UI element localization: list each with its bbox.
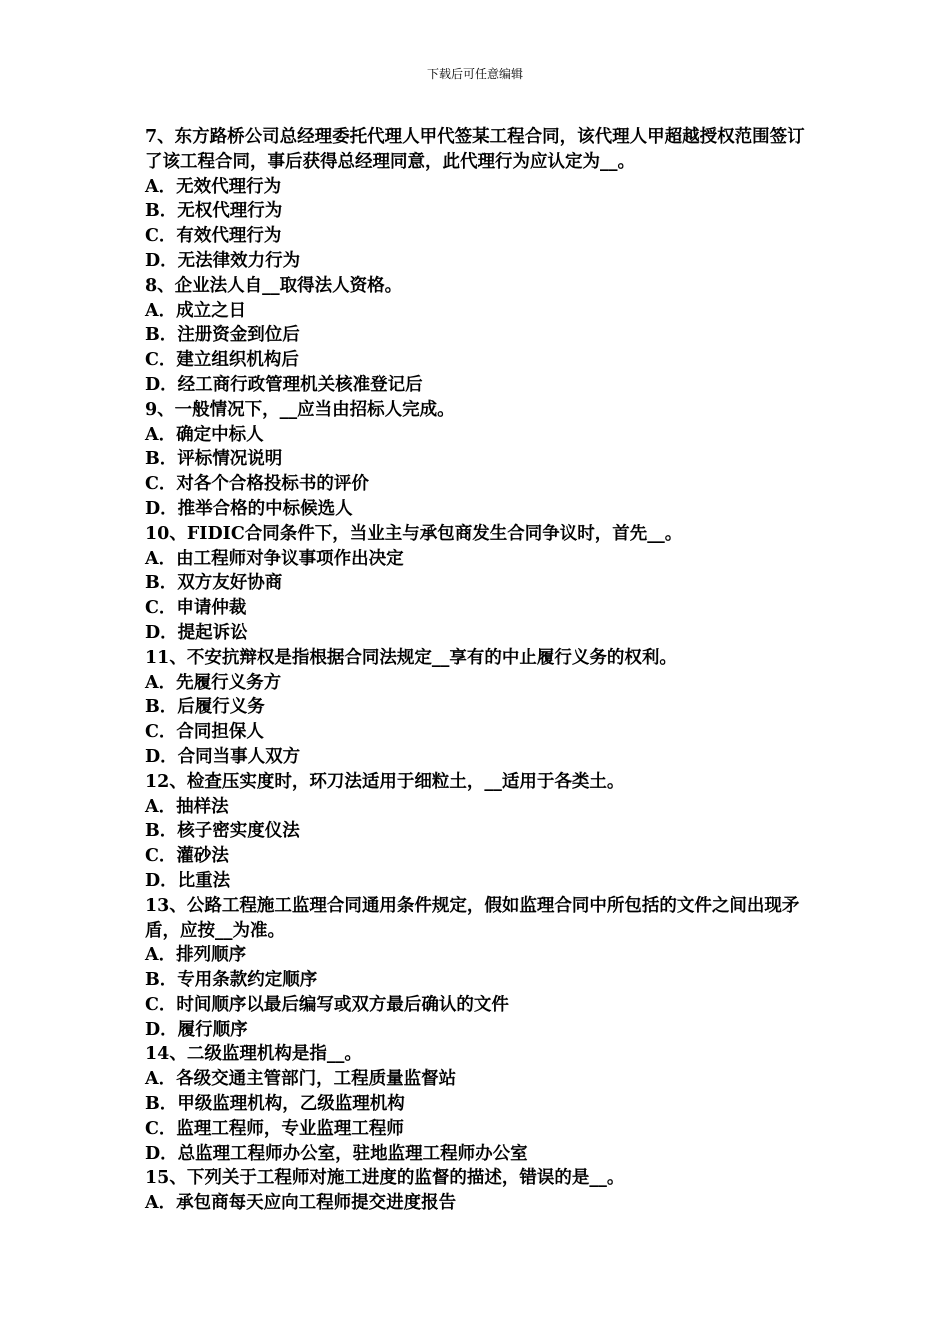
- option-b: B．注册资金到位后: [145, 325, 300, 346]
- option-c: C．灌砂法: [145, 846, 229, 867]
- option-b: B．后履行义务: [145, 697, 265, 718]
- option-a: A．抽样法: [145, 796, 229, 817]
- option-a: A．承包商每天应向工程师提交进度报告: [145, 1193, 457, 1214]
- question-stem: 10、FIDIC合同条件下，当业主与承包商发生合同争议时，首先__。: [145, 523, 683, 544]
- question-list: [145, 125, 810, 1216]
- option-a: A．先履行义务方: [145, 672, 282, 693]
- question-block: [145, 646, 810, 770]
- question-block: [145, 1166, 810, 1216]
- option-c: C．时间顺序以最后编写或双方最后确认的文件: [145, 994, 509, 1015]
- question-stem: 12、检查压实度时，环刀法适用于细粒土，__适用于各类土。: [145, 771, 625, 792]
- question-block: [145, 522, 810, 646]
- question-block: [145, 398, 810, 522]
- option-d: D．推举合格的中标候选人: [145, 498, 353, 519]
- option-d: D．经工商行政管理机关核准登记后: [145, 374, 423, 395]
- question-stem: 15、下列关于工程师对施工进度的监督的描述，错误的是__。: [145, 1168, 625, 1189]
- option-d: D．无法律效力行为: [145, 250, 301, 271]
- option-c: C．合同担保人: [145, 722, 264, 743]
- question-stem: 11、不安抗辩权是指根据合同法规定__享有的中止履行义务的权利。: [145, 647, 677, 668]
- option-b: B．专用条款约定顺序: [145, 970, 318, 991]
- option-a: A．各级交通主管部门，工程质量监督站: [145, 1069, 457, 1090]
- option-b: B．核子密实度仪法: [145, 821, 300, 842]
- question-stem: 7、东方路桥公司总经理委托代理人甲代签某工程合同，该代理人甲超越授权范围签订了该工程合同，事后获得总经理同意，此代理行为应认定为__。: [145, 127, 805, 172]
- question-block: [145, 274, 810, 398]
- option-b: B．无权代理行为: [145, 201, 283, 222]
- option-a: A．无效代理行为: [145, 176, 282, 197]
- option-d: D．合同当事人双方: [145, 746, 301, 767]
- question-block: [145, 125, 810, 274]
- page-header: 下载后可任意编辑: [426, 67, 523, 81]
- question-block: [145, 1042, 810, 1166]
- option-c: C．申请仲裁: [145, 598, 247, 619]
- option-a: A．由工程师对争议事项作出决定: [145, 548, 404, 569]
- question-stem: 13、公路工程施工监理合同通用条件规定，假如监理合同中所包括的文件之间出现矛盾，应按__为准。: [145, 895, 800, 941]
- option-d: D．比重法: [145, 870, 231, 891]
- option-d: D．提起诉讼: [145, 622, 248, 643]
- option-b: B．双方友好协商: [145, 573, 283, 594]
- question-stem: 9、一般情况下，__应当由招标人完成。: [145, 399, 455, 420]
- option-c: C．对各个合格投标书的评价: [145, 474, 369, 495]
- option-c: C．有效代理行为: [145, 226, 282, 247]
- option-d: D．履行顺序: [145, 1019, 248, 1040]
- option-a: A．成立之日: [145, 300, 247, 321]
- option-c: C．监理工程师，专业监理工程师: [145, 1118, 404, 1139]
- option-c: C．建立组织机构后: [145, 350, 299, 371]
- question-stem: 14、二级监理机构是指__。: [145, 1044, 362, 1065]
- option-d: D．总监理工程师办公室，驻地监理工程师办公室: [145, 1143, 528, 1164]
- option-b: B．评标情况说明: [145, 449, 283, 470]
- option-a: A．排列顺序: [145, 945, 247, 966]
- option-b: B．甲级监理机构，乙级监理机构: [145, 1094, 405, 1115]
- question-block: [145, 894, 810, 1043]
- question-block: [145, 770, 810, 894]
- question-stem: 8、企业法人自__取得法人资格。: [145, 275, 403, 296]
- option-a: A．确定中标人: [145, 424, 264, 445]
